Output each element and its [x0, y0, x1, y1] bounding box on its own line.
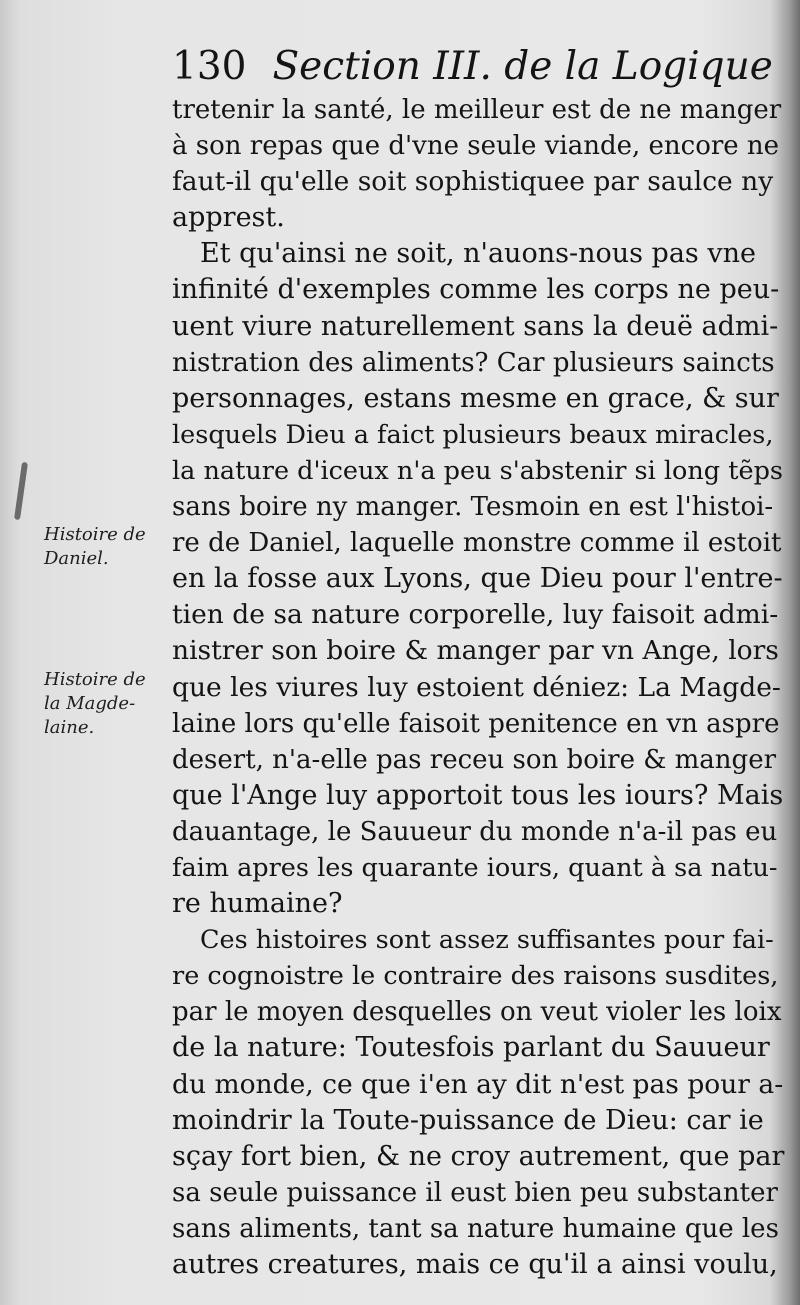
text-line: lesquels Dieu a faict plusieurs beaux miracles,	[172, 419, 774, 450]
running-head: Section III. de la Logique	[272, 44, 773, 89]
text-line: desert, n'a-elle pas receu son boire & manger	[172, 744, 777, 775]
margin-note-line: Histoire de	[44, 669, 146, 690]
text-line: autres creatures, mais ce qu'il a ainsi voulu,	[172, 1249, 778, 1280]
text-line: apprest.	[172, 202, 285, 234]
text-line: de la nature: Toutesfois parlant du Sauueur	[172, 1032, 770, 1064]
text-line: re de Daniel, laquelle monstre comme il estoit	[172, 528, 782, 559]
page-header	[172, 42, 782, 92]
text-line: moindrir la Toute-puissance de Dieu: car ie	[172, 1104, 764, 1136]
text-line: sans boire ny manger. Tesmoin en est l'histoi-	[172, 492, 774, 523]
text-line: que l'Ange luy apportoit tous les iours? Mais	[172, 779, 784, 811]
margin-note-madeleine	[44, 668, 162, 740]
text-line: faim apres les quarante iours, quant à sa natu-	[172, 852, 778, 883]
text-line: Et qu'ainsi ne soit, n'auons-nous pas vne	[200, 238, 756, 270]
text-line: personnages, estans mesme en grace, & sur	[172, 382, 779, 414]
text-line: laine lors qu'elle faisoit penitence en vn aspre	[172, 708, 780, 739]
margin-note-daniel	[44, 523, 162, 571]
text-line: nistrer son boire & manger par vn Ange, lors	[172, 635, 779, 667]
text-line: uent viure naturellement sans la deuë admi-	[172, 310, 779, 342]
margin-note-line: Histoire de	[44, 524, 146, 545]
text-line: infinité d'exemples comme les corps ne peu-	[172, 274, 780, 306]
text-line: que les viures luy estoient déniez: La Magde-	[172, 671, 781, 703]
page-number: 130	[172, 44, 247, 89]
body-text	[172, 92, 784, 1283]
text-line: tretenir la santé, le meilleur est de ne manger	[172, 95, 782, 125]
text-line: sa seule puissance il eust bien peu substanter	[172, 1177, 778, 1208]
text-line: re cognoistre le contraire des raisons susdites,	[172, 961, 779, 992]
text-line: la nature d'iceux n'a peu s'abstenir si long tẽps	[172, 455, 783, 486]
margin-note-line: laine.	[44, 717, 95, 738]
text-line: du monde, ce que i'en ay dit n'est pas pour a-	[172, 1068, 784, 1100]
text-line: sçay fort bien, & ne croy autrement, que par	[172, 1140, 785, 1172]
ink-smudge	[14, 462, 28, 520]
margin-note-line: la Magde-	[44, 693, 136, 714]
text-line: tien de sa nature corporelle, luy faisoit admi-	[172, 599, 779, 631]
text-line: Ces histoires sont assez suffisantes pour fai-	[200, 925, 774, 956]
text-line: faut-il qu'elle soit sophistiquee par saulce ny	[172, 166, 774, 198]
text-line: nistration des aliments? Car plusieurs saincts	[172, 347, 775, 378]
text-line: re humaine?	[172, 888, 343, 920]
text-line: dauantage, le Sauueur du monde n'a-il pas eu	[172, 816, 778, 847]
margin-note-line: Daniel.	[44, 548, 109, 569]
text-line: à son repas que d'vne seule viande, encore ne	[172, 131, 780, 162]
text-line: en la fosse aux Lyons, que Dieu pour l'entre-	[172, 563, 783, 595]
text-line: sans aliments, tant sa nature humaine que les	[172, 1213, 779, 1244]
text-line: par le moyen desquelles on veut violer les loix	[172, 997, 782, 1028]
